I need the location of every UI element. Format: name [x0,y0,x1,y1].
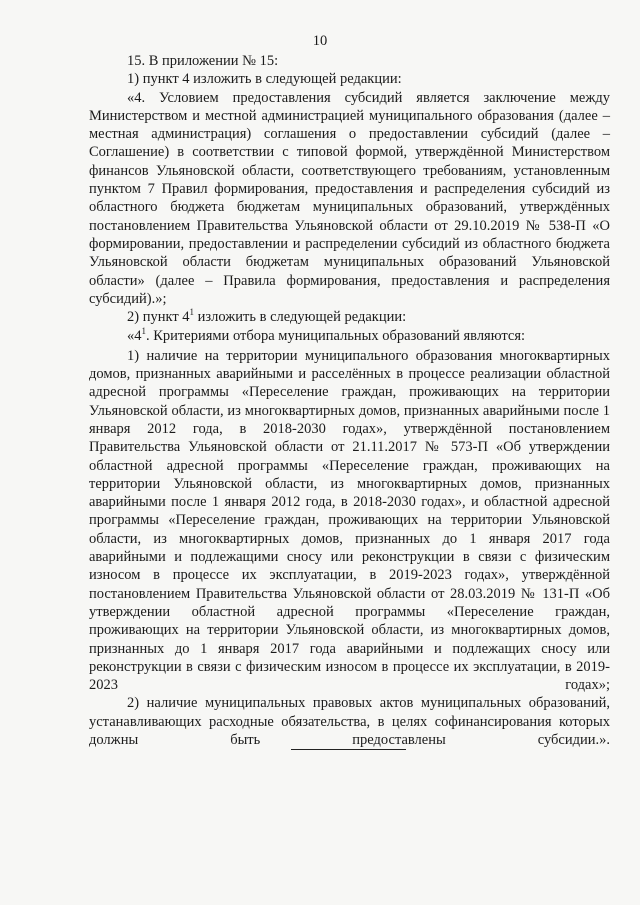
superscript: 1 [141,326,146,337]
paragraph: 2) наличие муниципальных правовых актов муниципальных образований, устанавливающих расходные обязательства, в целях софинансирования которых должны быть предоставлены субсидии.». [89,695,610,748]
page-number: 10 [312,33,328,49]
separator-line [291,749,406,750]
superscript: 1 [189,307,195,318]
paragraph: «$4^1$. Критериями отбора муниципальных образований являются: [127,326,526,345]
paragraph: 1) пункт 4 изложить в следующей редакции: [127,71,402,88]
document-body [89,52,610,749]
paragraph: 2) пункт $4^1$ изложить в следующей редакции: [127,307,407,326]
paragraph: «4. Условием предоставления субсидий является заключение между Министерством и местной администрацией муниципального образования (далее – местная администрация) соглашения о предоставлении субсидий (далее – Соглашение) в соответствии с типовой формой, утверждённой Министерством финансов Ульяновской области, соответствующего требованиям, установленным пунктом 7 Правил формирования, предоставления и распределения субсидий из областного бюджета бюджетам муниципальных образований, утверждённых постановлением Правительства Ульяновской области от 29.10.2019 № 538-П «О формировании, предоставлении и распределении субсидий из областного бюджета Ульяновской области бюджетам муниципальных образований Ульяновской области» (далее – Правила формирования, предоставления и распределения субсидий).»; [89,89,610,307]
paragraph: 1) наличие на территории муниципального образования многоквартирных домов, признанных аварийными и расселённых в процессе реализации областной адресной программы «Переселение граждан, проживающих на территории Ульяновской области, из многоквартирных домов, признанных аварийными после 1 января 2012 года, в 2018-2030 годах», утверждённой постановлением Правительства Ульяновской области от 21.11.2017 № 573-П «Об утверждении областной адресной программы «Переселение граждан, проживающих на территории Ульяновской области, из многоквартирных домов, признанных аварийными после 1 января 2012 года, в 2018-2030 годах», и областной адресной программы «Переселение граждан, проживающих на территории Ульяновской области, из многоквартирных домов, признанных до 1 января 2017 года аварийными и подлежащими сносу или реконструкции в связи с физическим износом в процессе их эксплуатации, в 2019-2023 годах», утверждённой постановлением Правительства Ульяновской области от 28.03.2019 № 131-П «Об утверждении областной адресной программы «Переселение граждан, проживающих на территории Ульяновской области, из многоквартирных домов, признанных до 1 января 2017 года аварийными и подлежащих сносу или реконструкции в связи с физическим износом в процессе их эксплуатации, в 2019-2023 годах»; [89,347,610,694]
paragraph: 15. В приложении № 15: [127,53,279,69]
